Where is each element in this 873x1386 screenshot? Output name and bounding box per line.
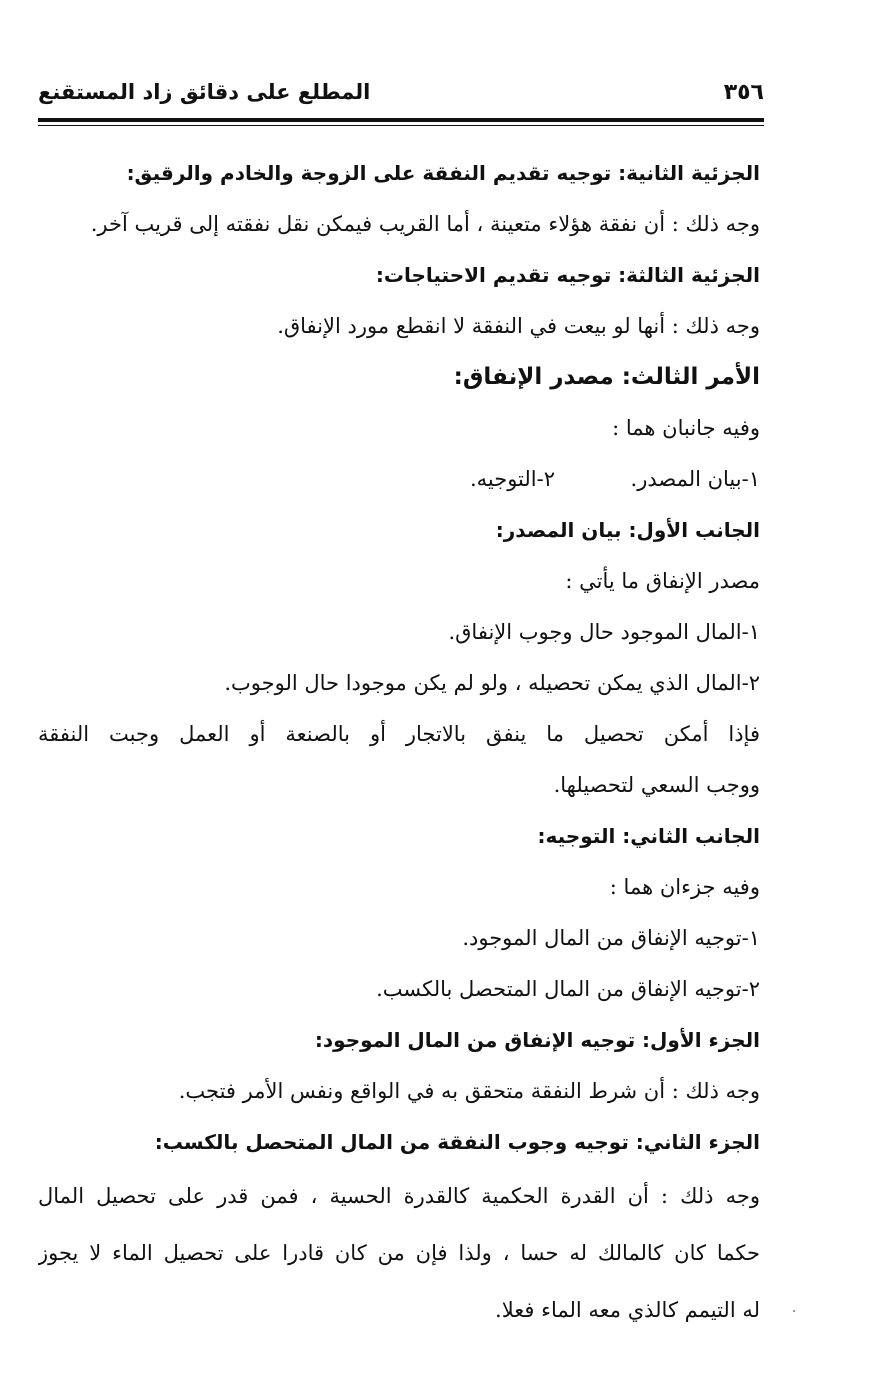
subsection-heading: الجانب الثاني: التوجيه: <box>537 824 760 848</box>
page-number: ٣٥٦ <box>723 80 764 105</box>
body-line: له التيمم كالذي معه الماء فعلا. <box>495 1298 760 1322</box>
body-line: مصدر الإنفاق ما يأتي : <box>565 569 760 593</box>
list-item: ٢-المال الذي يمكن تحصيله ، ولو لم يكن موجودا حال الوجوب. <box>224 671 760 695</box>
subsection-heading: الجانب الأول: بيان المصدر: <box>495 518 760 542</box>
list-item: ١-المال الموجود حال وجوب الإنفاق. <box>448 620 760 644</box>
body-line: حكما كان كالمالك له حسا ، ولذا فإن من كان قادرا على تحصيل الماء لا يجوز <box>38 1241 760 1265</box>
subsection-heading: الجزء الأول: توجيه الإنفاق من المال الموجود: <box>314 1028 760 1052</box>
running-title: المطلع على دقائق زاد المستقنع <box>38 80 371 104</box>
subsection-heading: الجزئية الثالثة: توجيه تقديم الاحتياجات: <box>375 263 760 287</box>
list-item: ٢-التوجيه. <box>469 467 555 491</box>
body-line: وجه ذلك : أنها لو بيعت في النفقة لا انقطع مورد الإنفاق. <box>277 314 760 338</box>
body-line: وفيه جانبان هما : <box>612 416 760 440</box>
list-item: ١-بيان المصدر. <box>630 467 760 491</box>
subsection-heading: الجزئية الثانية: توجيه تقديم النفقة على الزوجة والخادم والرقيق: <box>126 161 760 185</box>
page-body <box>38 148 760 1339</box>
body-line: وجه ذلك : أن القدرة الحكمية كالقدرة الحسية ، فمن قدر على تحصيل المال <box>38 1184 760 1208</box>
enumerated-pair <box>38 454 760 505</box>
subsection-heading: الجزء الثاني: توجيه وجوب النفقة من المال المتحصل بالكسب: <box>154 1130 760 1154</box>
body-line: وجه ذلك : أن نفقة هؤلاء متعينة ، أما القريب فيمكن نقل نفقته إلى قريب آخر. <box>90 212 760 236</box>
body-line: وجه ذلك : أن شرط النفقة متحقق به في الواقع ونفس الأمر فتجب. <box>178 1079 760 1103</box>
header-rule-thin <box>38 125 764 126</box>
body-line: ووجب السعي لتحصيلها. <box>553 773 760 797</box>
scan-speck <box>793 1310 795 1312</box>
body-line: فإذا أمكن تحصيل ما ينفق بالاتجار أو بالصنعة أو العمل وجبت النفقة <box>38 722 760 746</box>
list-item: ٢-توجيه الإنفاق من المال المتحصل بالكسب. <box>376 977 760 1001</box>
list-item: ١-توجيه الإنفاق من المال الموجود. <box>462 926 760 950</box>
section-heading: الأمر الثالث: مصدر الإنفاق: <box>453 364 760 390</box>
header-rule-thick <box>38 118 764 122</box>
page-header <box>38 78 764 114</box>
body-line: وفيه جزءان هما : <box>609 875 760 899</box>
